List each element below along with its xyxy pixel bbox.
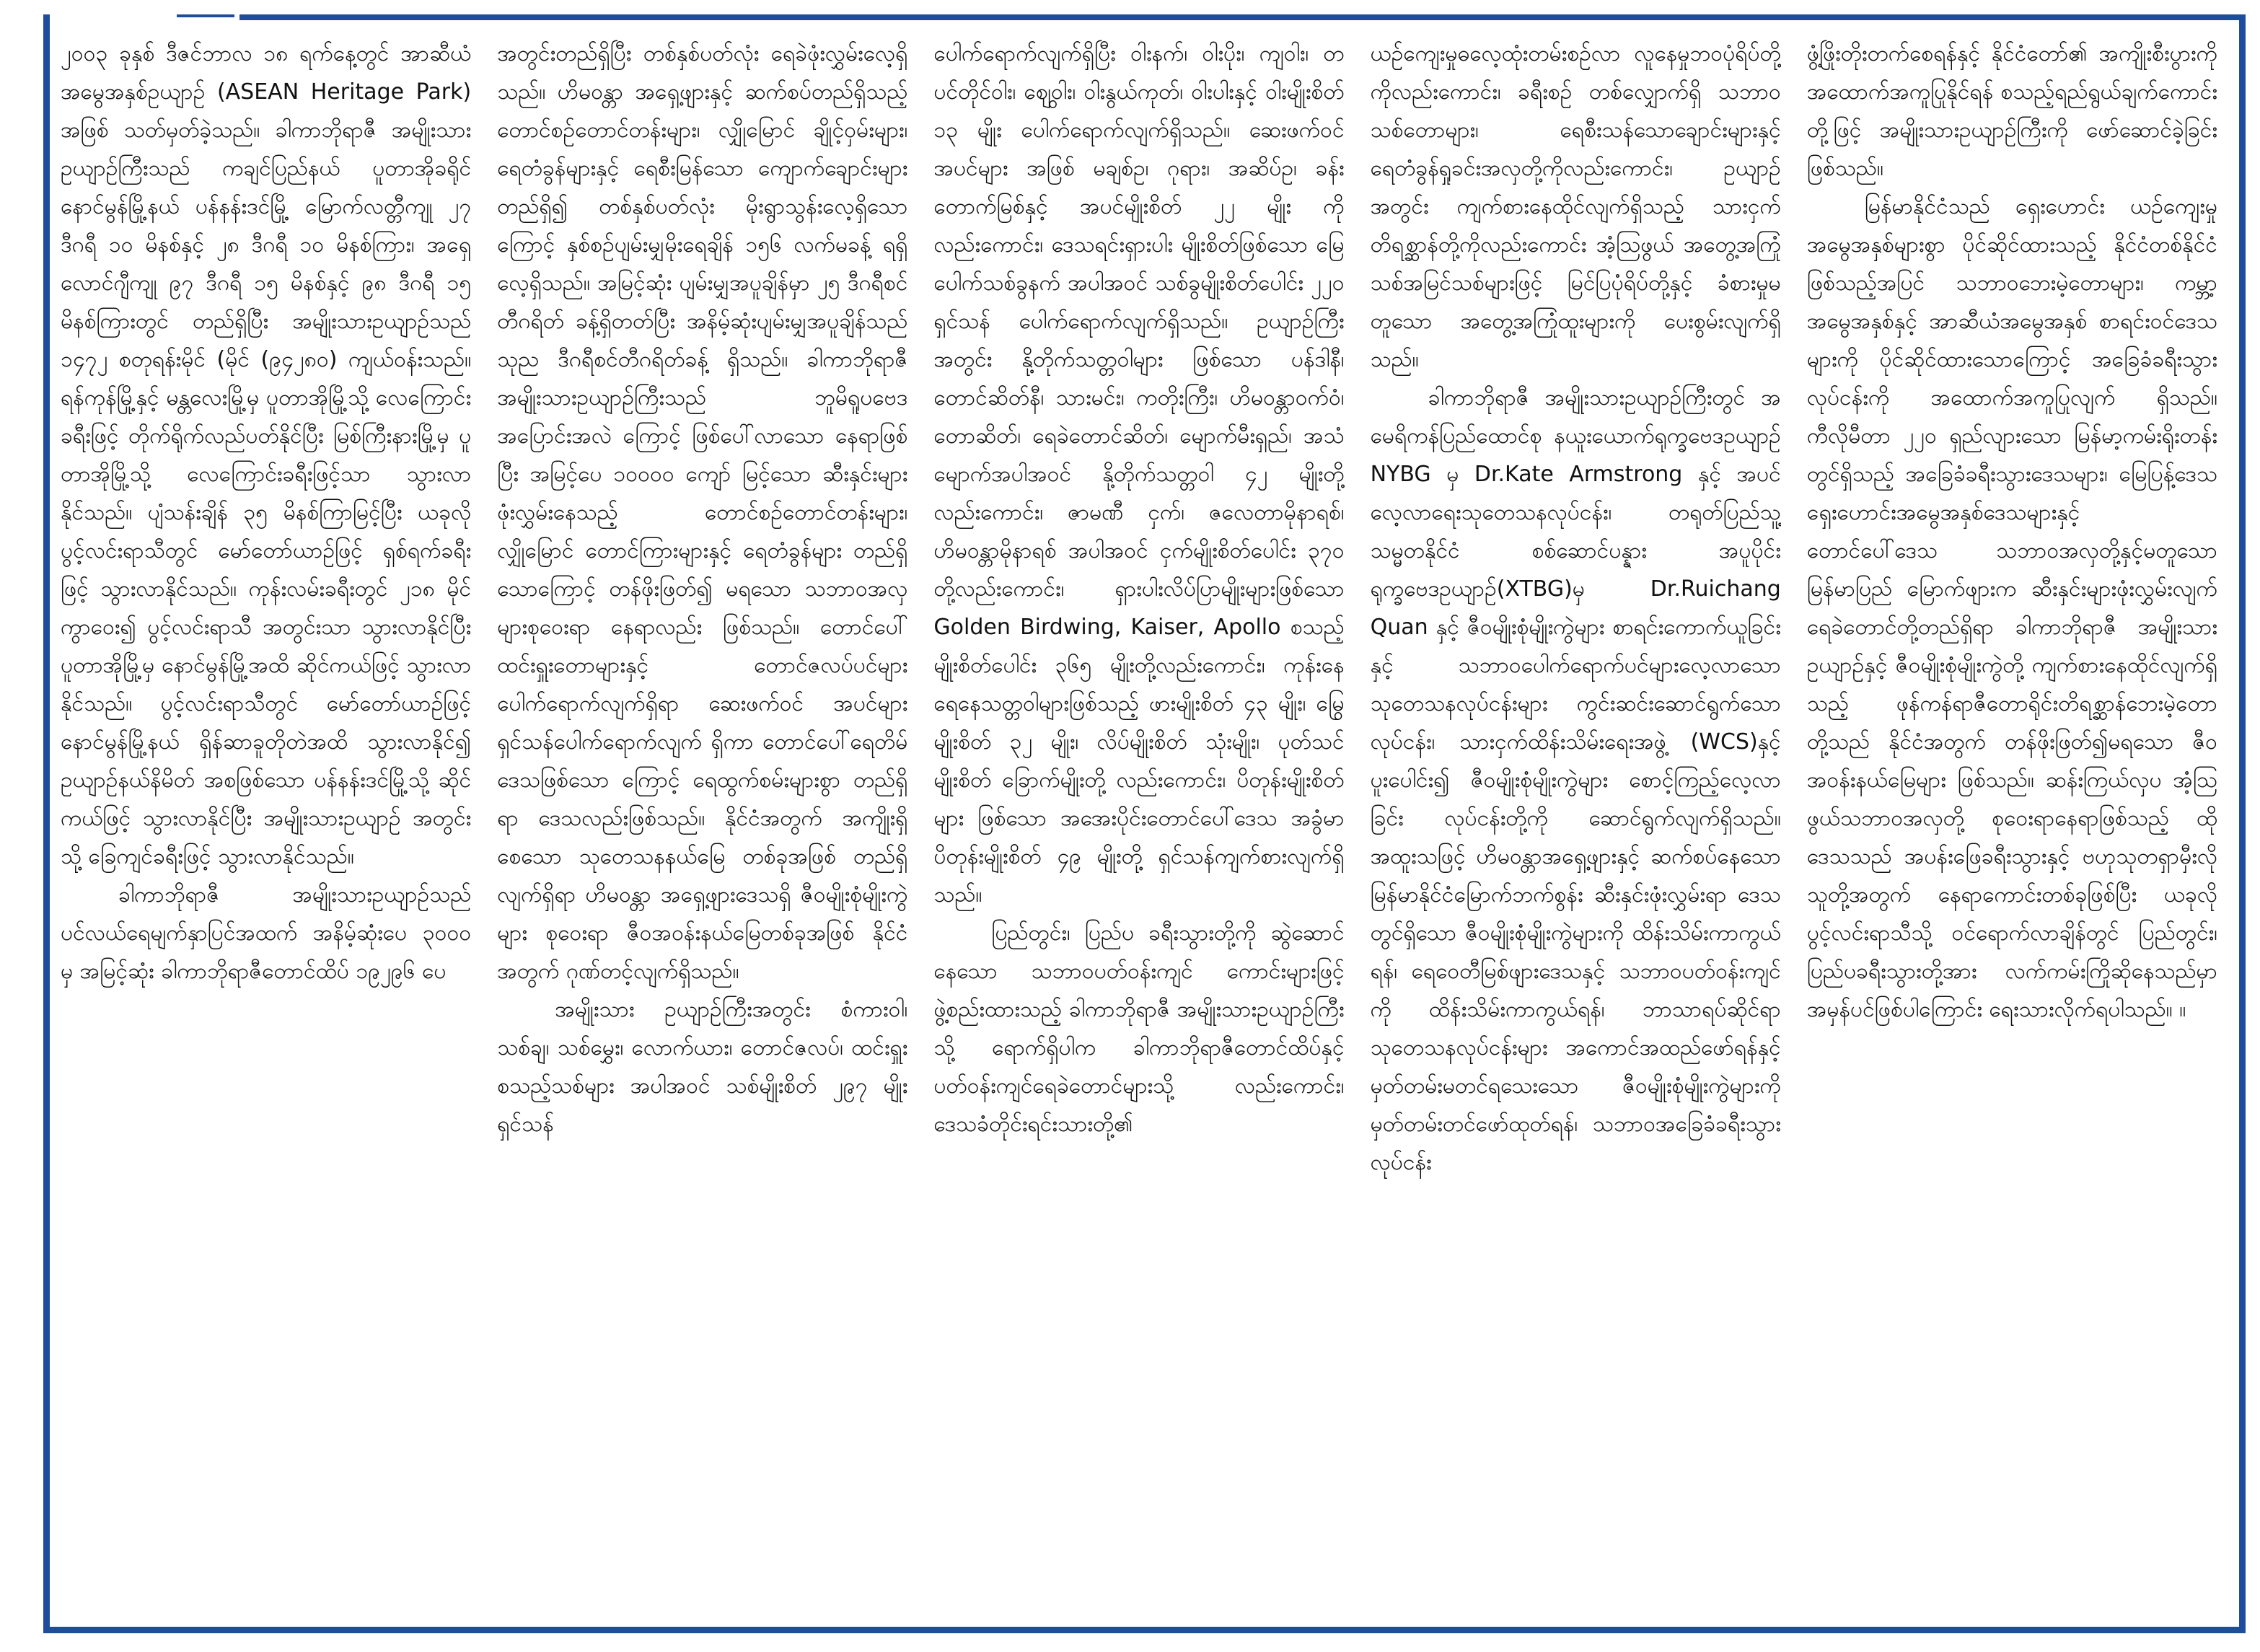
- paragraph: ယဉ်ကျေးမှုဓလေ့ထုံးတမ်းစဉ်လာ လူနေမှုဘဝပုံရိပ်တို့ကိုလည်းကောင်း၊ ခရီးစဉ် တစ်လျှောက်ရှိ သဘာဝသစ်တောများ၊ ရေစီးသန်သောချောင်းများနှင့် ရေတံခွန်ရှုခင်းအလှတို့ကိုလည်းကောင်း၊ ဥယျာဉ်အတွင်း ကျက်စားနေထိုင်လျက်ရှိသည့် သားငှက်တိရစ္ဆာန်တို့ကိုလည်းကောင်း အံ့သြဖွယ် အတွေ့အကြုံသစ်အမြင်သစ်များဖြင့် မြင်ပြပုံရိပ်တို့နှင့် ခံစားမှုမတူသော အတွေ့အကြုံထူးများကို ပေးစွမ်းလျက်ရှိသည်။: [1370, 41, 1781, 372]
- paragraph: ခါကာဘိုရာဇီ အမျိုးသားဥယျာဉ်သည် ပင်လယ်ရေမျက်နှာပြင်အထက် အနိမ့်ဆုံးပေ ၃၀၀၀ မှ အမြင့်ဆုံး ခါကာဘိုရာဇီတောင်ထိပ် ၁၉၂၉၆ ပေ: [61, 882, 472, 984]
- paragraph: အတွင်းတည်ရှိပြီး တစ်နှစ်ပတ်လုံး ရေခဲဖုံးလွှမ်းလေ့ရှိသည်။ ဟိမဝန္တာ အရှေ့ဖျားနှင့် ဆက်စပ်တည်ရှိသည့် တောင်စဉ်တောင်တန်းများ၊ လျှိုမြောင် ချိုင့်ဝှမ်းများ၊ ရေတံခွန်များနှင့် ရေစီးမြန်သော ကျောက်ချောင်းများတည်ရှိ၍ တစ်နှစ်ပတ်လုံး မိုးရွာသွန်းလေ့ရှိသော ကြောင့် နှစ်စဉ်ပျမ်းမျှမိုးရေချိန် ၁၅၆ လက်မခန့် ရရှိလေ့ရှိသည်။ အမြင့်ဆုံး ပျမ်းမျှအပူချိန်မှာ ၂၅ ဒီဂရီစင်တီဂရိတ် ခန့်ရှိတတ်ပြီး အနိမ့်ဆုံးပျမ်းမျှအပူချိန်သည် သုည ဒီဂရီစင်တီဂရိတ်ခန့် ရှိသည်။ ခါကာဘိုရာဇီအမျိုးသားဥယျာဉ်ကြီးသည် ဘူမိရူပဗေဒအပြောင်းအလဲ ကြောင့် ဖြစ်ပေါ်လာသော နေရာဖြစ်ပြီး အမြင့်ပေ ၁၀၀၀၀ ကျော် မြင့်သော ဆီးနှင်းများဖုံးလွှမ်းနေသည့် တောင်စဉ်တောင်တန်းများ၊ လျှိုမြောင် တောင်ကြားများနှင့် ရေတံခွန်များ တည်ရှိသောကြောင့် တန်ဖိုးဖြတ်၍ မရသော သဘာဝအလှများစုဝေးရာ နေရာလည်း ဖြစ်သည်။ တောင်ပေါ် ထင်းရှူးတောများနှင့် တောင်ဇလပ်ပင်များပေါက်ရောက်လျက်ရှိရာ ဆေးဖက်ဝင် အပင်များ ရှင်သန်ပေါက်ရောက်လျက် ရှိကာ တောင်ပေါ်ရေတိမ်ဒေသဖြစ်သော ကြောင့် ရေထွက်စမ်းများစွာ တည်ရှိရာ ဒေသလည်းဖြစ်သည်။ နိုင်ငံအတွက် အကျိုးရှိစေသော သုတေသနနယ်မြေ တစ်ခုအဖြစ် တည်ရှိလျက်ရှိရာ ဟိမဝန္တာ အရှေ့ဖျားဒေသရှိ ဇီဝမျိုးစုံမျိုးကွဲများ စုဝေးရာ ဇီဝအဝန်းနယ်မြေတစ်ခုအဖြစ် နိုင်ငံအတွက် ဂုဏ်တင့်လျက်ရှိသည်။: [497, 41, 908, 984]
- column-4: [1371, 35, 1781, 1614]
- paragraph: ခါကာဘိုရာဇီ အမျိုးသားဥယျာဉ်ကြီးတွင် အမေရိကန်ပြည်ထောင်စု နယူးယောက်ရုက္ခဗေဒဥယျာဉ် NYBG မှ Dr.Kate Armstrong နှင့် အပင်လေ့လာရေးသုတေသနလုပ်ငန်း၊ တရုတ်ပြည်သူ့ သမ္မတနိုင်ငံ စစ်ဆောင်ပန္နား အပူပိုင်းရုက္ခဗေဒဥယျာဉ်(XTBG)မှ Dr.Ruichang Quan နှင့် ဇီဝမျိုးစုံမျိုးကွဲများ စာရင်းကောက်ယူခြင်းနှင့် သဘာဝပေါက်ရောက်ပင်များလေ့လာသော သုတေသနလုပ်ငန်းများ ကွင်းဆင်းဆောင်ရွက်သော လုပ်ငန်း၊ သားငှက်ထိန်းသိမ်းရေးအဖွဲ့ (WCS)နှင့် ပူးပေါင်း၍ ဇီဝမျိုးစုံမျိုးကွဲများ စောင့်ကြည့်လေ့လာခြင်း လုပ်ငန်းတို့ကို ဆောင်ရွက်လျက်ရှိသည်။ အထူးသဖြင့် ဟိမဝန္တာအရှေ့ဖျားနှင့် ဆက်စပ်နေသော မြန်မာနိုင်ငံမြောက်ဘက်စွန်း ဆီးနှင်းဖုံးလွှမ်းရာ ဒေသတွင်ရှိသော ဇီဝမျိုးစုံမျိုးကွဲများကို ထိန်းသိမ်းကာကွယ်ရန်၊ ရေဝေတီမြစ်ဖျားဒေသနှင့် သဘာဝပတ်ဝန်းကျင်ကို ထိန်းသိမ်းကာကွယ်ရန်၊ ဘာသာရပ်ဆိုင်ရာ သုတေသနလုပ်ငန်းများ အကောင်အထည်ဖော်ရန်နှင့် မှတ်တမ်းမတင်ရသေးသော ဇီဝမျိုးစုံမျိုးကွဲများကို မှတ်တမ်းတင်ဖော်ထုတ်ရန်၊ သဘာဝအခြေခံခရီးသွားလုပ်ငန်း: [1370, 385, 1781, 1175]
- article-columns: [61, 35, 2217, 1614]
- paragraph: အမျိုးသား ဥယျာဉ်ကြီးအတွင်း စံကားဝါ၊ သစ်ချ၊ သစ်မွှေး၊ လောက်ယား၊ တောင်ဇလပ်၊ ထင်းရှူး စသည့်သစ်များ အပါအဝင် သစ်မျိုးစိတ် ၂၉၇ မျိုး ရှင်သန်: [497, 997, 908, 1137]
- column-2: [497, 35, 907, 1614]
- column-1: [61, 35, 471, 1614]
- paragraph: ၂၀၀၃ ခုနှစ် ဒီဇင်ဘာလ ၁၈ ရက်နေ့တွင် အာဆီယံအမွေအနှစ်ဥယျာဉ် (ASEAN Heritage Park) အဖြစ် သတ်မှတ်ခဲ့သည်။ ခါကာဘိုရာဇီ အမျိုးသားဥယျာဉ်ကြီးသည် ကချင်ပြည်နယ် ပူတာအိုခရိုင် နောင်မွန်မြို့နယ် ပန်နန်းဒင်မြို့ မြောက်လတ္တီကျု ၂၇ ဒီဂရီ ၁၀ မိနစ်နှင့် ၂၈ ဒီဂရီ ၁၀ မိနစ်ကြား၊ အရှေ့ လောင်ဂျီကျု ၉၇ ဒီဂရီ ၁၅ မိနစ်နှင့် ၉၈ ဒီဂရီ ၁၅ မိနစ်ကြားတွင် တည်ရှိပြီး အမျိုးသားဥယျာဉ်သည် ၁၄၇၂ စတုရန်းမိုင် (မိုင် (၉၄၂၈၀) ကျယ်ဝန်းသည်။ ရန်ကုန်မြို့နှင့် မန္တလေးမြို့မှ ပူတာအိုမြို့သို့ လေကြောင်းခရီးဖြင့် တိုက်ရိုက်လည်ပတ်နိုင်ပြီး မြစ်ကြီးနားမြို့မှ ပူတာအိုမြို့သို့ လေကြောင်းခရီးဖြင့်သာ သွားလာနိုင်သည်။ ပျံသန်းချိန် ၃၅ မိနစ်ကြာမြင့်ပြီး ယခုလိုပွင့်လင်းရာသီတွင် မော်တော်ယာဉ်ဖြင့် ရှစ်ရက်ခရီးဖြင့် သွားလာနိုင်သည်။ ကုန်းလမ်းခရီးတွင် ၂၁၈ မိုင်ကွာဝေး၍ ပွင့်လင်းရာသီ အတွင်းသာ သွားလာနိုင်ပြီး ပူတာအိုမြို့မှ နောင်မွန်မြို့အထိ ဆိုင်ကယ်ဖြင့် သွားလာနိုင်သည်။ ပွင့်လင်းရာသီတွင် မော်တော်ယာဉ်ဖြင့် နောင်မွန်မြို့နယ် ရှိန်ဆာခူတိုတဲအထိ သွားလာနိုင်၍ ဥယျာဉ်နယ်နိမိတ် အစဖြစ်သော ပန်နန်းဒင်မြို့သို့ ဆိုင်ကယ်ဖြင့် သွားလာနိုင်ပြီး အမျိုးသားဥယျာဉ် အတွင်းသို့ ခြေကျင်ခရီးဖြင့် သွားလာနိုင်သည်။: [61, 41, 472, 869]
- corner-rule: [43, 14, 46, 58]
- paragraph: ဖွံ့ဖြိုးတိုးတက်စေရန်နှင့် နိုင်ငံတော်၏ အကျိုးစီးပွားကို အထောက်အကူပြုနိုင်ရန် စသည့်ရည်ရွယ်ချက်ကောင်းတို့ဖြင့် အမျိုးသားဥယျာဉ်ကြီးကို ဖော်ဆောင်ခဲ့ခြင်းဖြစ်သည်။: [1806, 41, 2218, 181]
- paragraph: ပေါက်ရောက်လျက်ရှိပြီး ဝါးနက်၊ ဝါးပိုး၊ ကျဝါး၊ တပင်တိုင်ဝါး၊ ဈွေဝါး၊ ဝါးနွယ်ကုတ်၊ ဝါးပါးနှင့် ဝါးမျိုးစိတ် ၁၃ မျိုး ပေါက်ရောက်လျက်ရှိသည်။ ဆေးဖက်ဝင်အပင်များ အဖြစ် မချစ်ဥ၊ ဂုရား၊ အဆိပ်ဥ၊ ခန်းတောက်မြစ်နှင့် အပင်မျိုးစိတ် ၂၂ မျိုး ကိုလည်းကောင်း၊ ဒေသရင်းရှားပါး မျိုးစိတ်ဖြစ်သော မြေပေါက်သစ်ခွနက် အပါအဝင် သစ်ခွမျိုးစိတ်ပေါင်း ၂၂၀ ရှင်သန် ပေါက်ရောက်လျက်ရှိသည်။ ဥယျာဉ်ကြီးအတွင်း နို့တိုက်သတ္တဝါများ ဖြစ်သော ပန်ဒါနီ၊ တောင်ဆိတ်နီ၊ သားမင်း၊ ကတိုးကြီး၊ ဟိမဝန္တာဝက်ဝံ၊ တောဆိတ်၊ ရေခဲတောင်ဆိတ်၊ မျောက်မီးရှည်၊ အသံမျောက်အပါအဝင် နို့တိုက်သတ္တဝါ ၄၂ မျိုးတို့လည်းကောင်း၊ ဇာမဏီ ငှက်၊ ဇလေတာမိုနာရစ်၊ ဟိမဝန္တာမိုနာရစ် အပါအဝင် ငှက်မျိုးစိတ်ပေါင်း ၃၇၀ တို့လည်းကောင်း၊ ရှားပါးလိပ်ပြာမျိုးများဖြစ်သော Golden Birdwing, Kaiser, Apollo စသည့်မျိုးစိတ်ပေါင်း ၃၆၅ မျိုးတို့လည်းကောင်း၊ ကုန်းနေရေနေသတ္တဝါများဖြစ်သည့် ဖားမျိုးစိတ် ၄၃ မျိုး၊ မြွေမျိုးစိတ် ၃၂ မျိုး၊ လိပ်မျိုးစိတ် သုံးမျိုး၊ ပုတ်သင်မျိုးစိတ် ခြောက်မျိုးတို့ လည်းကောင်း၊ ပိတုန်းမျိုးစိတ်များ ဖြစ်သော အအေးပိုင်းတောင်ပေါ်ဒေသ အခွံမာပိတုန်းမျိုးစိတ် ၄၉ မျိုးတို့ ရှင်သန်ကျက်စားလျက်ရှိသည်။: [933, 41, 1345, 908]
- corner-rule-short: [177, 14, 234, 17]
- top-rule: [239, 14, 2246, 20]
- column-3: [933, 35, 1344, 1614]
- column-5: [1807, 35, 2217, 1614]
- paragraph: ပြည်တွင်း၊ ပြည်ပ ခရီးသွားတို့ကို ဆွဲဆောင်နေသော သဘာဝပတ်ဝန်းကျင် ကောင်းများဖြင့် ဖွဲ့စည်းထားသည့် ခါကာဘိုရာဇီ အမျိုးသားဥယျာဉ်ကြီးသို့ ရောက်ရှိပါက ခါကာဘိုရာဇီတောင်ထိပ်နှင့် ပတ်ဝန်းကျင်ရေခဲတောင်များသို့ လည်းကောင်း၊ ဒေသခံတိုင်းရင်းသားတို့၏: [933, 921, 1345, 1137]
- paragraph: မြန်မာနိုင်ငံသည် ရှေးဟောင်း ယဉ်ကျေးမှုအမွေအနှစ်များစွာ ပိုင်ဆိုင်ထားသည့် နိုင်ငံတစ်နိုင်ငံဖြစ်သည့်အပြင် သဘာဝဘေးမဲ့တောများ၊ ကမ္ဘာ့အမွေအနှစ်နှင့် အာဆီယံအမွေအနှစ် စာရင်းဝင်ဒေသများကို ပိုင်ဆိုင်ထားသောကြောင့် အခြေခံခရီးသွား လုပ်ငန်းကို အထောက်အကူပြုလျက် ရှိသည်။ ကီလိုမီတာ ၂၂၀ ရှည်လျားသော မြန်မာ့ကမ်းရိုးတန်းတွင်ရှိသည့် အခြေခံခရီးသွားဒေသများ၊ မြေပြန့်ဒေသ ရှေးဟောင်းအမွေအနှစ်ဒေသများနှင့် တောင်ပေါ်ဒေသ သဘာဝအလှတို့နှင့်မတူသော မြန်မာပြည် မြောက်ဖျားက ဆီးနှင်းများဖုံးလွှမ်းလျက် ရေခဲတောင်တို့တည်ရှိရာ ခါကာဘိုရာဇီ အမျိုးသားဥယျာဉ်နှင့် ဇီဝမျိုးစုံမျိုးကွဲတို့ ကျက်စားနေထိုင်လျက်ရှိသည့် ဖုန်ကန်ရာဇီတောရိုင်းတိရစ္ဆာန်ဘေးမဲ့တောတို့သည် နိုင်ငံအတွက် တန်ဖိုးဖြတ်၍မရသော ဇီဝအဝန်းနယ်မြေများ ဖြစ်သည်။ ဆန်းကြယ်လှပ အံ့သြဖွယ်သဘာဝအလှတို့ စုဝေးရာနေရာဖြစ်သည့် ထိုဒေသသည် အပန်းဖြေခရီးသွားနှင့် ဗဟုသုတရှာမှီးလိုသူတို့အတွက် နေရာကောင်းတစ်ခုဖြစ်ပြီး ယခုလို ပွင့်လင်းရာသီသို့ ဝင်ရောက်လာချိန်တွင် ပြည်တွင်း၊ ပြည်ပခရီးသွားတို့အား လက်ကမ်းကြိုဆိုနေသည်မှာ အမှန်ပင်ဖြစ်ပါကြောင်း ရေးသားလိုက်ရပါသည်။ ။: [1806, 194, 2218, 1022]
